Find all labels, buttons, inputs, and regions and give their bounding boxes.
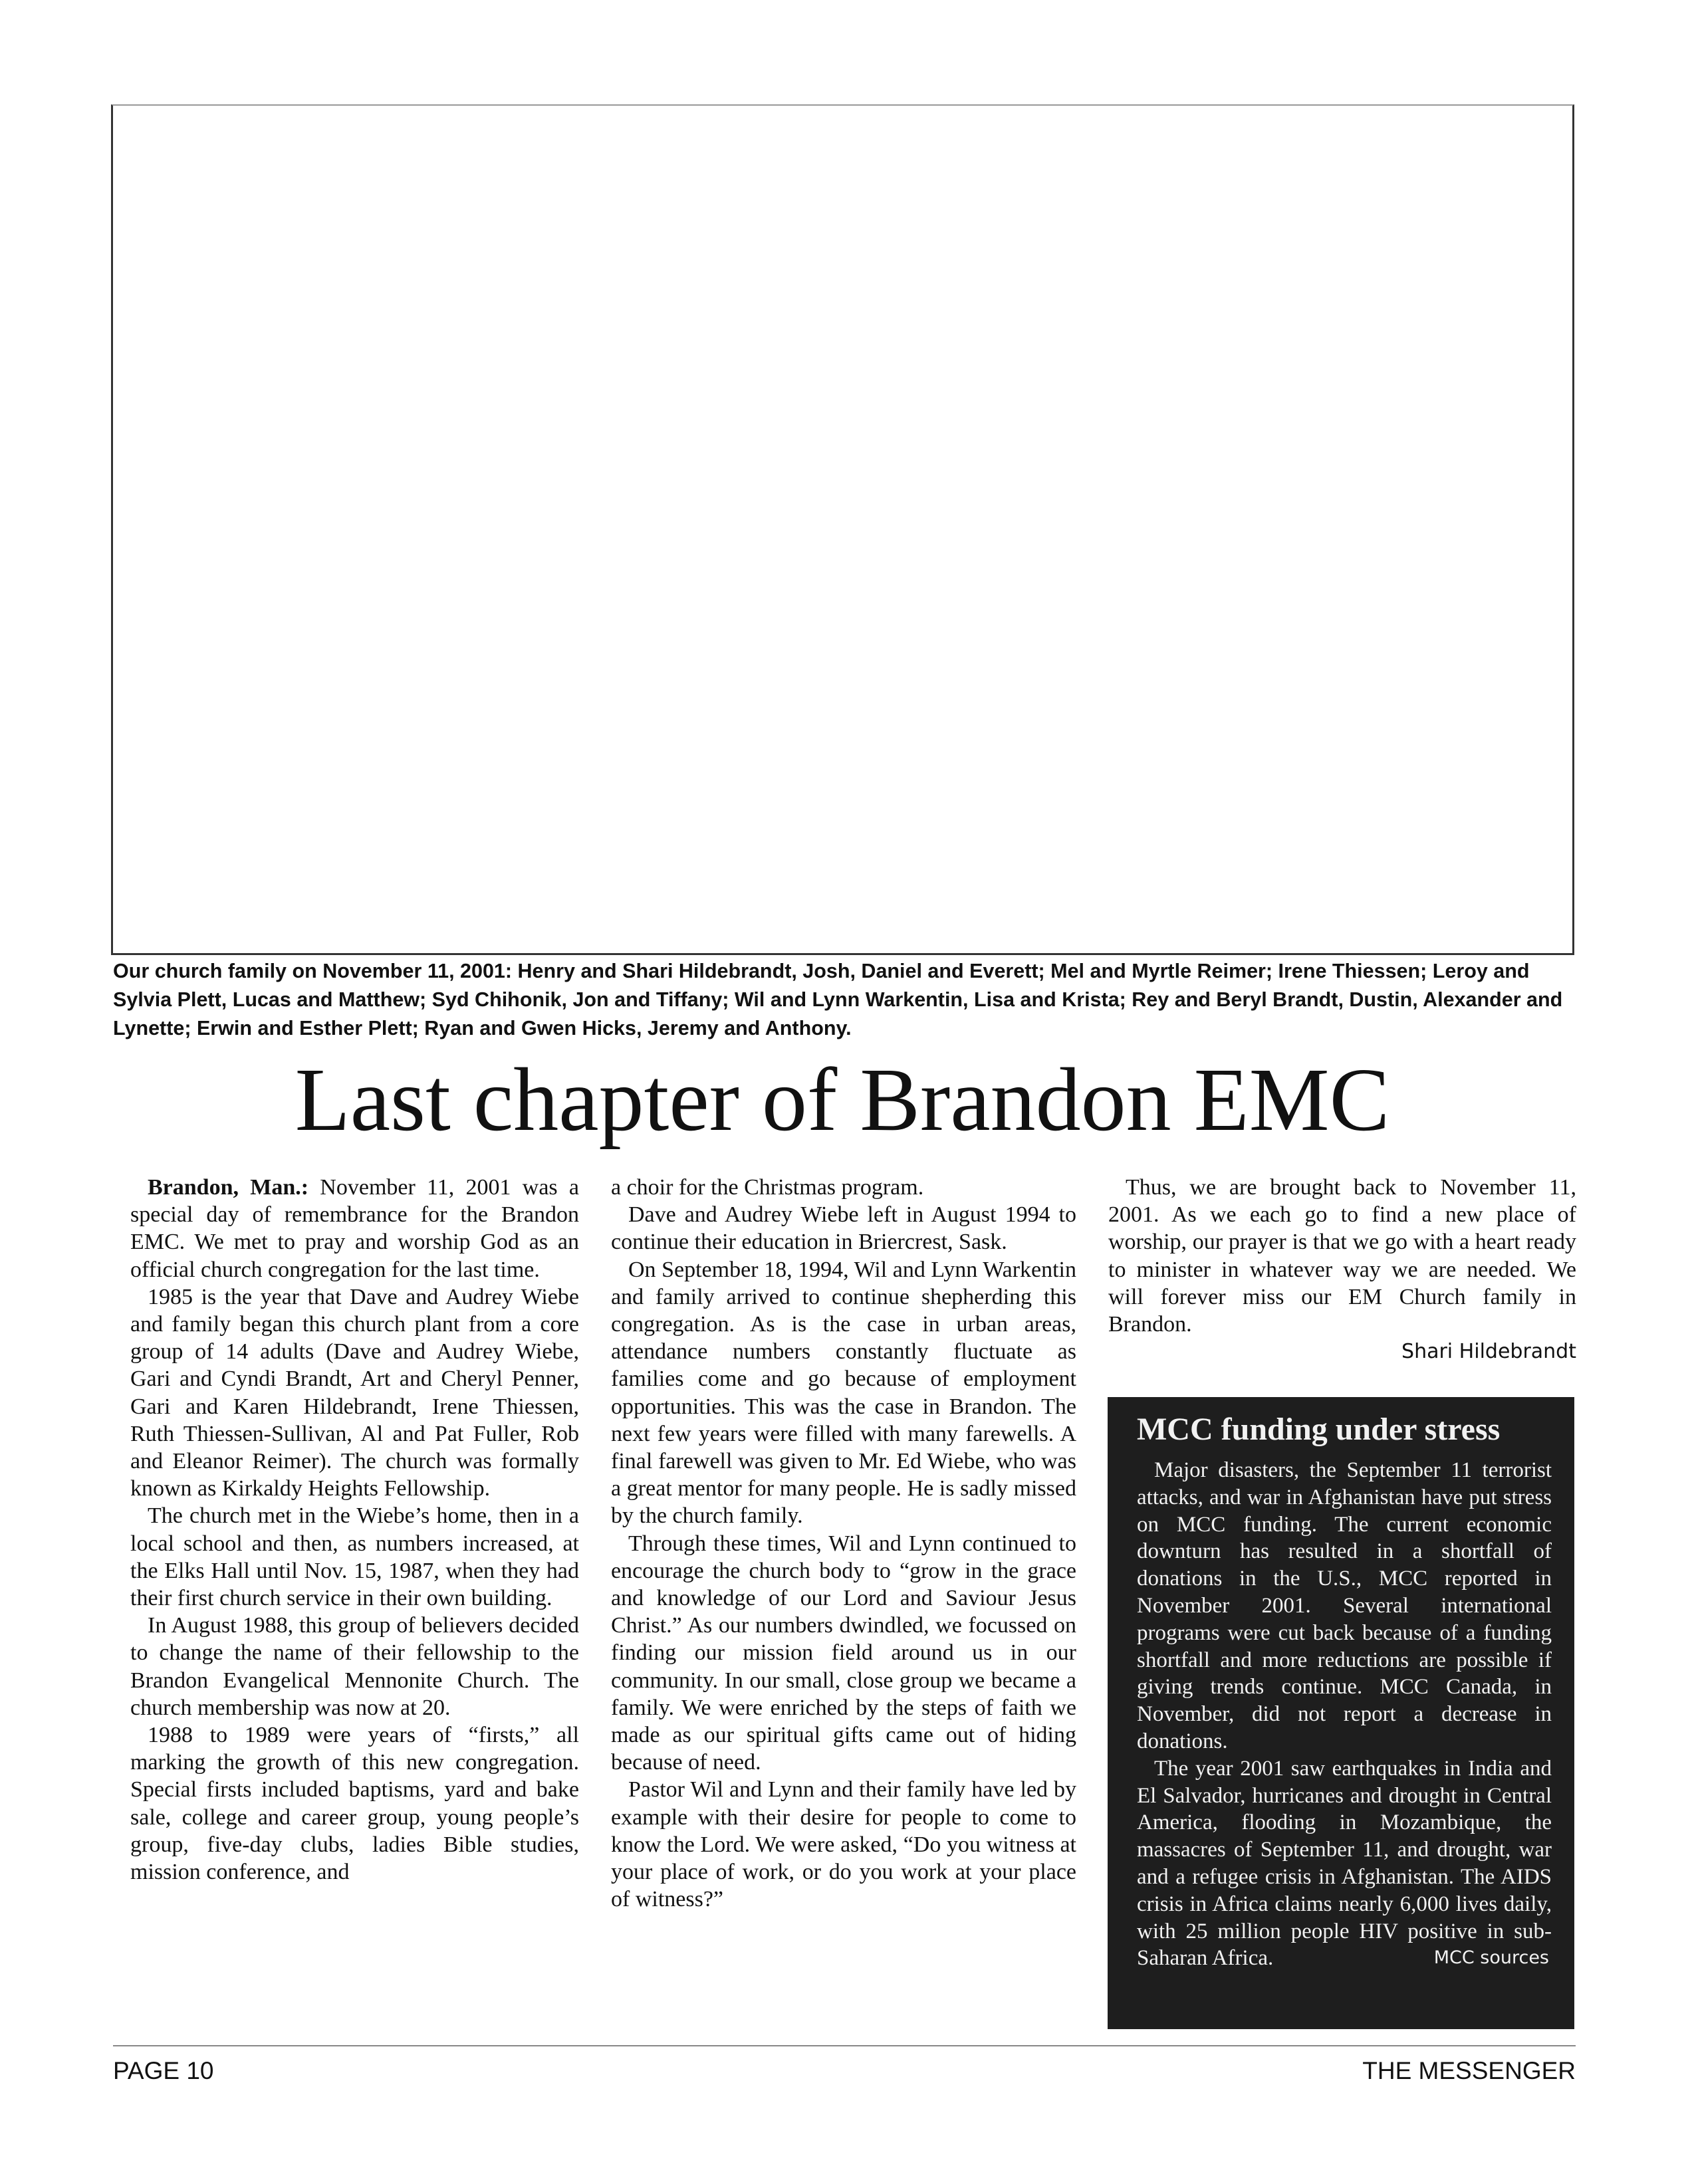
publication-name: THE MESSENGER	[1362, 2057, 1576, 2084]
photo-placeholder	[111, 104, 1574, 955]
sidebar-source: MCC sources	[1433, 1947, 1549, 1969]
sidebar-paragraph-text: The year 2001 saw earthquakes in India and El Salvador, hurricanes and drought in Central America, flooding in Mozambique, the massacres of September 11, and drought, war and a refugee crisis in Afghanistan. The AIDS crisis in Africa claims nearly 6,000 lives daily, with 25 million people HIV positive in sub-Saharan Africa.	[1137, 1756, 1552, 1971]
article-column-3	[1108, 1174, 1576, 1365]
article-paragraph: Thus, we are brought back to November 11, 2001. As we each go to find a new place of worship, our prayer is that we go with a heart ready to minister in whatever way we are needed. We will forever miss our EM Church family in Brandon.	[1108, 1175, 1576, 1337]
article-paragraph	[130, 1174, 579, 1283]
article-paragraph: On September 18, 1994, Wil and Lynn Warkentin and family arrived to continue shepherding this congregation. As is the case in urban areas, attendance numbers constantly fluctuate as families come and go because of employment opportunities. This was the case in Brandon. The next few years were filled with many farewells. A final farewell was given to Mr. Ed Wiebe, who was a great mentor for many people. He is sadly missed by the church family.	[611, 1257, 1076, 1529]
sidebar-title: MCC funding under stress	[1137, 1412, 1501, 1447]
article-paragraph: a choir for the Christmas program.	[611, 1175, 924, 1200]
article-column-2	[611, 1174, 1076, 1913]
footer-divider	[113, 2045, 1576, 2046]
article-paragraph: Through these times, Wil and Lynn continued to encourage the church body to “grow in the grace and knowledge of our Lord and Saviour Jesus Christ.” As our numbers dwindled, we focussed on finding our mission field around us in our community. In our small, close group we became a family. We were enriched by the steps of faith we made as our spiritual gifts came out of hiding because of need.	[611, 1531, 1076, 1775]
author-byline: Shari Hildebrandt	[1401, 1340, 1576, 1364]
article-paragraph: The church met in the Wiebe’s home, then in a local school and then, as numbers increased, at the Elks Hall until Nov. 15, 1987, when they had their first church service in their own building.	[130, 1503, 579, 1611]
article-paragraph: 1985 is the year that Dave and Audrey Wiebe and family began this church plant from a core group of 14 adults (Dave and Audrey Wiebe, Gari and Cyndi Brandt, Art and Cheryl Penner, Gari and Karen Hildebrandt, Irene Thiessen, Ruth Thiessen-Sullivan, Al and Pat Fuller, Rob and Eleanor Reimer). The church was formally known as Kirkaldy Heights Fellowship.	[130, 1284, 579, 1501]
article-paragraph: Pastor Wil and Lynn and their family have led by example with their desire for people to come to know the Lord. We were asked, “Do you witness at your place of work, or do you work at your place of witness?”	[611, 1777, 1076, 1912]
article-headline: Last chapter of Brandon EMC	[295, 1050, 1390, 1150]
article-paragraph: Dave and Audrey Wiebe left in August 1994 to continue their education in Briercrest, Sask.	[611, 1202, 1076, 1255]
paragraph-text: November 11, 2001 was a special day of remembrance for the Brandon EMC. We met to pray and worship God as an official church congregation for the last time.	[130, 1175, 579, 1282]
sidebar-box	[1108, 1397, 1574, 2029]
article-column-1	[130, 1174, 579, 1886]
article-paragraph: 1988 to 1989 were years of “firsts,” all marking the growth of this new congregation. Special firsts included baptisms, yard and bake sale, college and career group, young people’s group, five-day clubs, ladies Bible studies, mission conference, and	[130, 1723, 579, 1885]
photo-caption: Our church family on November 11, 2001: Henry and Shari Hildebrandt, Josh, Daniel and Everett; Mel and Myrtle Reimer; Irene Thiessen; Leroy and Sylvia Plett, Lucas and Matthew; Syd Chihonik, Jon and Tiffany; Wil and Lynn Warkentin, Lisa and Krista; Rey and Beryl Brandt, Dustin, Alexander and Lynette; Erwin and Esther Plett; Ryan and Gwen Hicks, Jeremy and Anthony.	[113, 960, 1563, 1039]
page-number: PAGE 10	[113, 2057, 214, 2084]
sidebar-paragraph	[1137, 1755, 1552, 1972]
sidebar-paragraph: Major disasters, the September 11 terrorist attacks, and war in Afghanistan have put stress on MCC funding. The current economic downturn has resulted in a shortfall of donations in the U.S., MCC reported in November 2001. Several international programs were cut back because of a funding shortfall and more reductions are possible if giving trends continue. MCC Canada, in November, did not report a decrease in donations.	[1137, 1458, 1552, 1753]
article-paragraph: In August 1988, this group of believers decided to change the name of their fellowship to the Brandon Evangelical Mennonite Church. The church membership was now at 20.	[130, 1613, 579, 1720]
dateline: Brandon, Man.:	[148, 1175, 309, 1200]
